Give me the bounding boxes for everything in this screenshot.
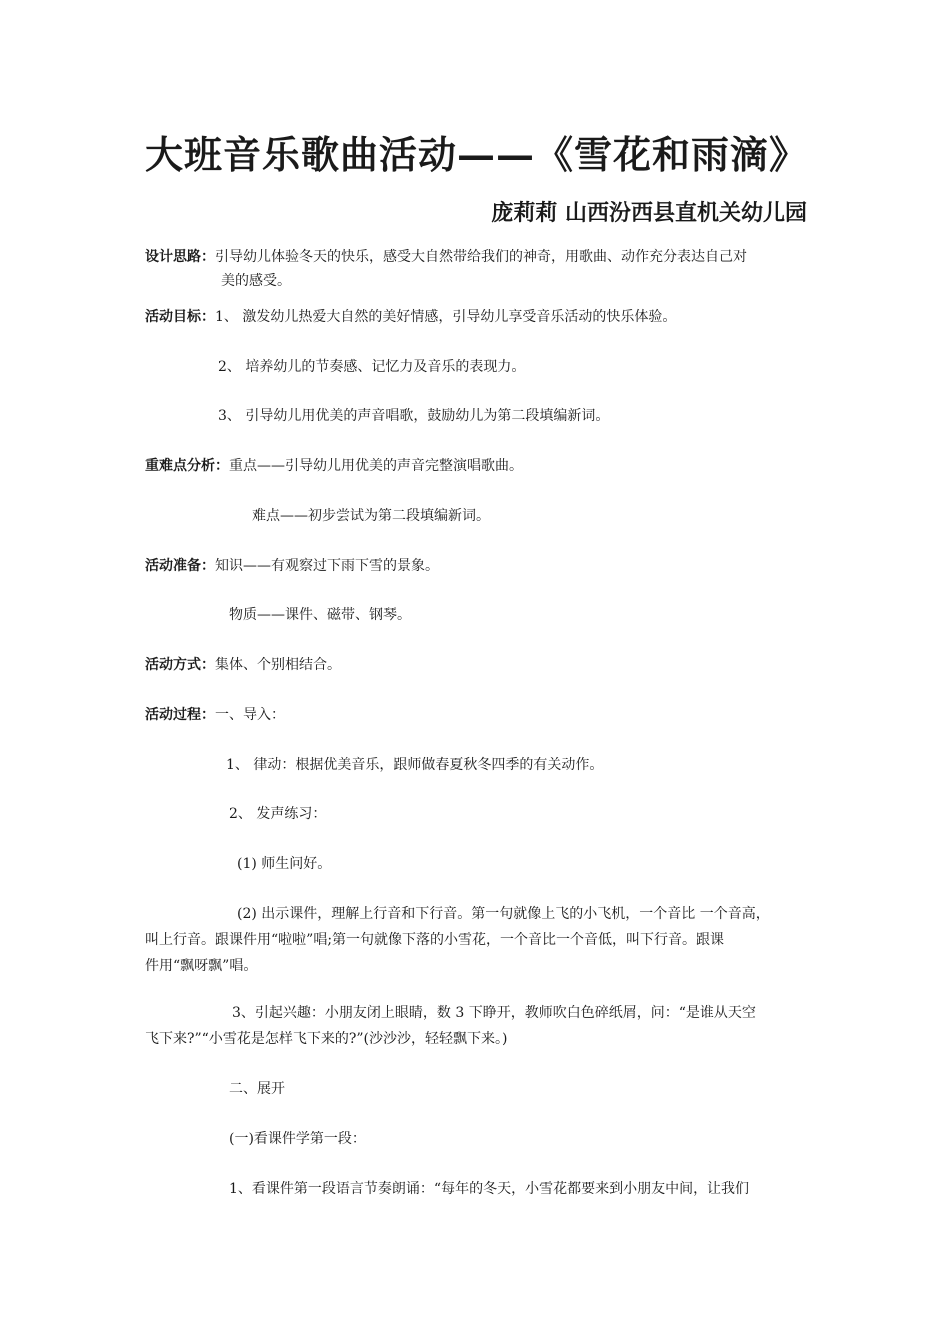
- key-point: 重点——引导幼儿用优美的声音完整演唱歌曲。: [229, 458, 523, 474]
- design-label: 设计思路：: [145, 249, 215, 265]
- process-greet: (1) 师生问好。: [237, 856, 332, 872]
- key-line-1: [145, 455, 523, 477]
- process-rhythm: 1、 律动：根据优美音乐，跟师做春夏秋冬四季的有关动作。: [226, 757, 604, 773]
- goal-3: 3、 引导幼儿用优美的声音唱歌，鼓励幼儿为第二段填编新词。: [218, 408, 610, 424]
- process-intro: 一、导入：: [215, 707, 285, 723]
- process-courseware-3: 件用“飘呀飘”唱。: [145, 958, 258, 974]
- prep-knowledge: 知识——有观察过下雨下雪的景象。: [215, 558, 439, 574]
- process-line-1: [145, 704, 285, 726]
- prep-label: 活动准备：: [145, 558, 215, 574]
- process-label: 活动过程：: [145, 707, 215, 723]
- process-expand: 二、展开: [229, 1081, 285, 1097]
- goals-line-1: [145, 306, 676, 328]
- method-text: 集体、个别相结合。: [215, 657, 341, 673]
- prep-line-1: [145, 555, 439, 577]
- design-line-1: [145, 246, 747, 268]
- difficult-point: 难点——初步尝试为第二段填编新词。: [252, 508, 490, 524]
- method-line: [145, 654, 341, 676]
- goal-1: 1、 激发幼儿热爱大自然的美好情感，引导幼儿享受音乐活动的快乐体验。: [215, 309, 677, 325]
- process-courseware-2: 叫上行音。跟课件用“啦啦”唱;第一句就像下落的小雪花，一个音比一个音低，叫下行音。跟课: [145, 932, 725, 948]
- process-courseware-1: (2) 出示课件，理解上行音和下行音。第一句就像上飞的小飞机，一个音比 一个音高，: [237, 906, 770, 922]
- design-text-2: 美的感受。: [221, 273, 291, 289]
- key-label: 重难点分析：: [145, 458, 229, 474]
- process-vocal: 2、 发声练习：: [229, 806, 327, 822]
- process-recite: 1、看课件第一段语言节奏朗诵：“每年的冬天，小雪花都要来到小朋友中间，让我们: [229, 1181, 750, 1197]
- design-text-1: 引导幼儿体验冬天的快乐，感受大自然带给我们的神奇，用歌曲、动作充分表达自己对: [215, 249, 747, 265]
- document-title: 大班音乐歌曲活动——《雪花和雨滴》: [145, 132, 809, 177]
- process-part-one: (一)看课件学第一段：: [229, 1131, 366, 1147]
- process-interest-1: 3、引起兴趣：小朋友闭上眼睛，数 3 下睁开，教师吹白色碎纸屑，问：“是谁从天空: [232, 1005, 756, 1021]
- author-line: 庞莉莉 山西汾西县直机关幼儿园: [491, 200, 807, 226]
- prep-material: 物质——课件、磁带、钢琴。: [229, 607, 411, 623]
- goals-label: 活动目标：: [145, 309, 215, 325]
- process-interest-2: 飞下来?”“小雪花是怎样飞下来的?”(沙沙沙，轻轻飘下来。): [145, 1031, 508, 1047]
- method-label: 活动方式：: [145, 657, 215, 673]
- goal-2: 2、 培养幼儿的节奏感、记忆力及音乐的表现力。: [218, 359, 526, 375]
